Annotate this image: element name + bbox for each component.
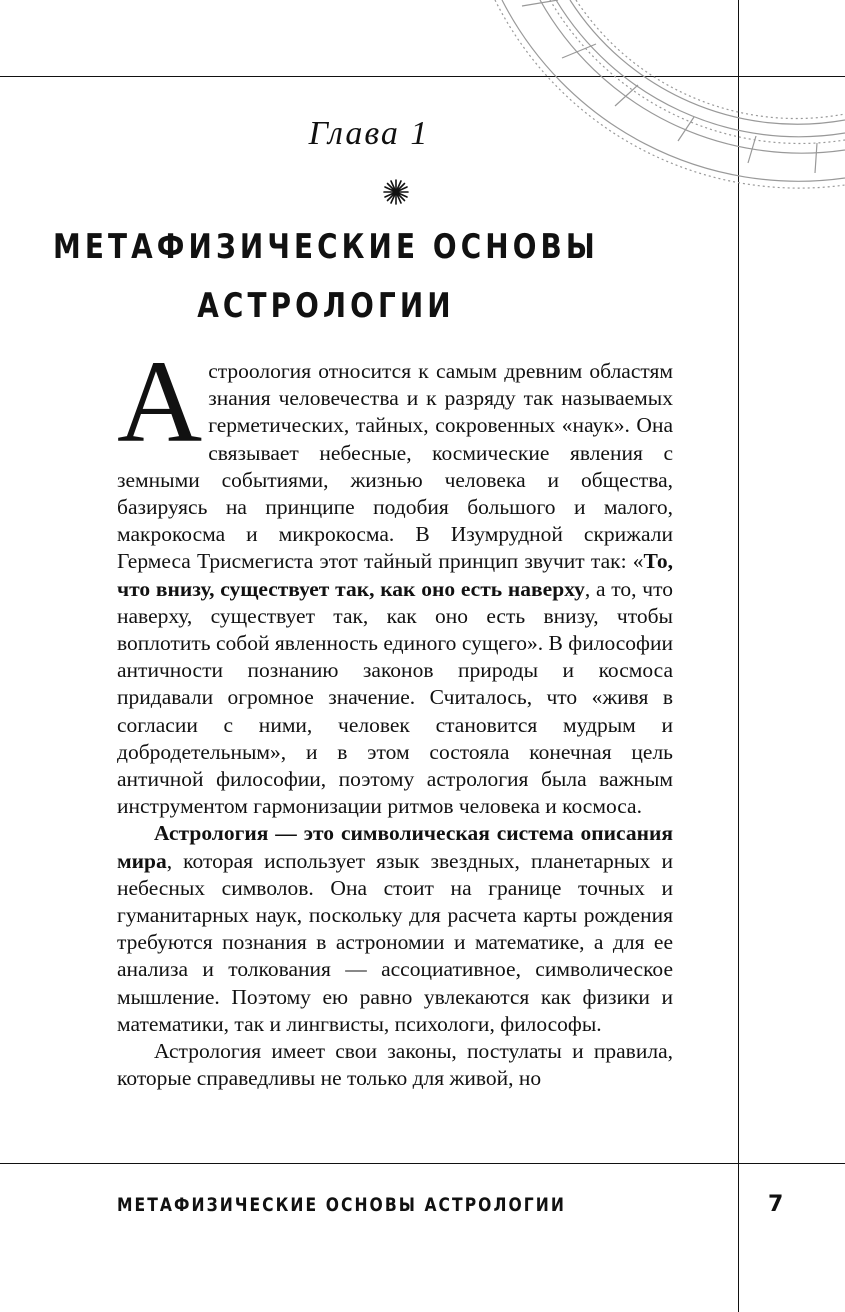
chapter-label: Глава 1 [308,115,430,152]
paragraph-2 [117,820,673,1038]
body-text [117,336,673,1092]
paragraph-1-text-a: строология относится к самым древним областям знания человечества и к разряду так называемых герметических, тайных, сокровенных «наук». Она связывает небесные, космические явления с земными событиями, жизнью человека и общества, базируясь на принципе подобия большого и малого, макрокосма и микрокосма. В Изумрудной скрижали Гермеса Трисмегиста этот тайный принцип звучит так: « [117,359,673,574]
zodiac-wheel-ornament [480,0,845,200]
chapter-title [0,218,652,336]
chapter-title-line-1: МЕТАФИЗИЧЕСКИЕ ОСНОВЫ [53,227,599,267]
paragraph-1-bold-quote: То, что внизу, существует так, как оно есть наверху [117,549,673,601]
drop-cap: А [117,336,203,467]
paragraph-2-text: , которая использует язык звездных, планетарных и небесных символов. Она стоит на границе точных и гуманитарных наук, поскольку для расчета карты рождения требуются познания в астрономии и математике, а для ее анализа и толкования — ассоциативное, символическое мышление. Поэтому ею равно увлекаются как физики и математики, так и лингвисты, психологи, философы. [117,848,673,1036]
paragraph-3-text: Астрология имеет свои законы, постулаты и правила, которые справедливы не только для живой, но [117,1039,673,1091]
footer-rule [0,1163,845,1164]
paragraph-3 [117,1038,673,1092]
star-icon [382,178,410,206]
paragraph-1-text-b: , а то, что наверху, существует так, как оно есть внизу, чтобы воплотить собой явленность единого сущего». В философии античности познанию законов природы и космоса придавали огромное значение. Считалось, что «живя в согласии с ними, человек становится мудрым и добродетельным», и в этом состояла конечная цель античной философии, поэтому астрология была важным инструментом гармонизации ритмов человека и космоса. [117,576,673,819]
chapter-title-line-2: АСТРОЛОГИИ [197,286,455,326]
paragraph-2-bold-definition: Астрология — это символическая система описания мира [117,821,673,873]
paragraph-1 [117,336,673,820]
page-number: 7 [768,1192,784,1217]
running-title: МЕТАФИЗИЧЕСКИЕ ОСНОВЫ АСТРОЛОГИИ [117,1194,566,1216]
